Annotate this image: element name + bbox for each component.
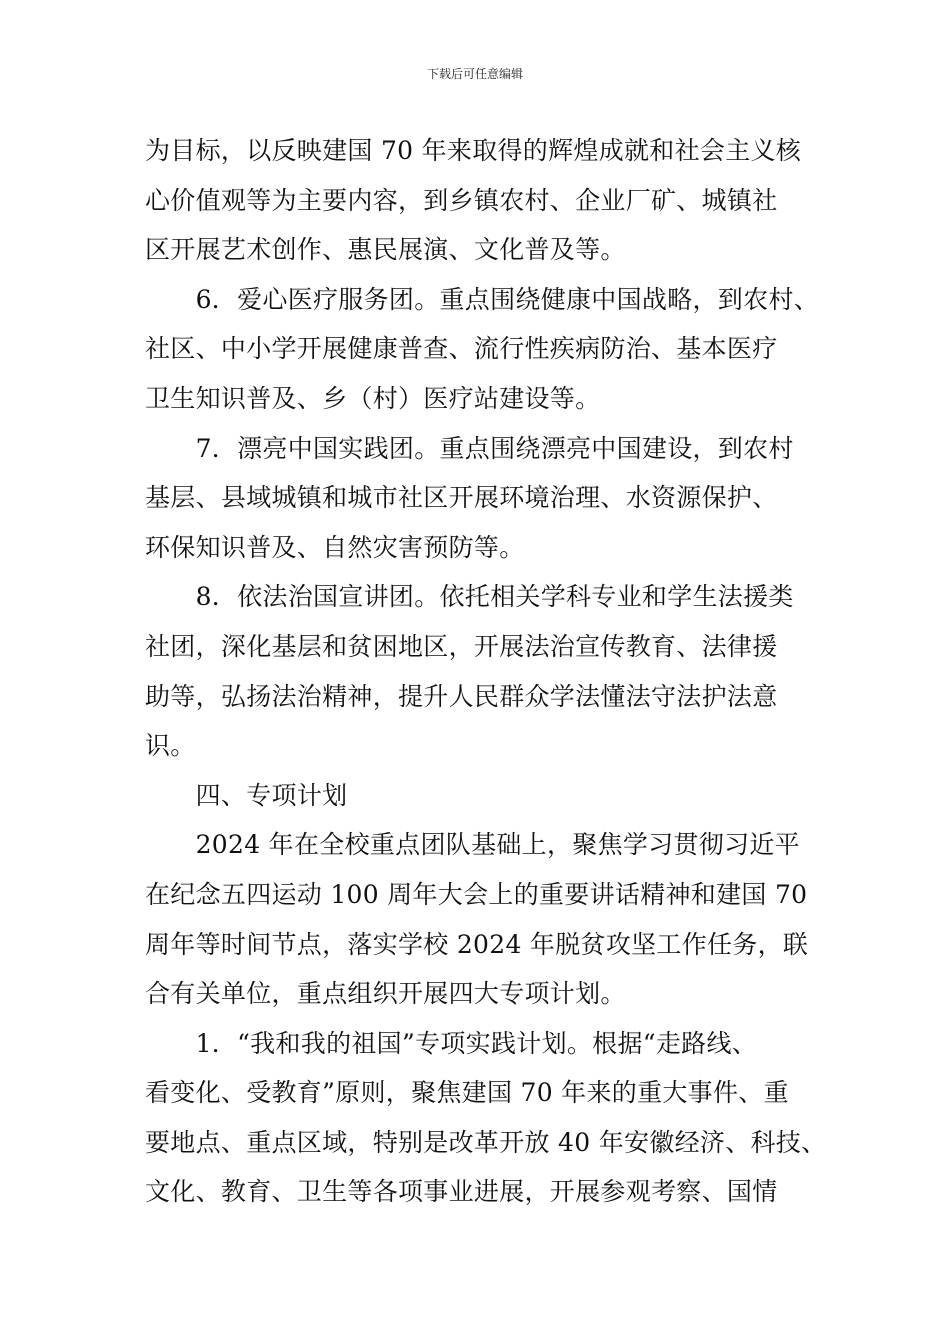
document-body	[145, 126, 827, 1217]
text-line: 卫生知识普及、乡（村）医疗站建设等。	[145, 383, 601, 413]
text-line: 8．依法治国宣讲团。依托相关学科专业和学生法援类	[145, 582, 794, 612]
text-line: 2024 年在全校重点团队基础上，聚焦学习贯彻习近平	[145, 830, 800, 860]
text-line: 7．漂亮中国实践团。重点围绕漂亮中国建设，到农村	[145, 433, 794, 463]
text-line: 心价值观等为主要内容，到乡镇农村、企业厂矿、城镇社	[145, 185, 778, 215]
text-line: 基层、县域城镇和城市社区开展环境治理、水资源保护、	[145, 483, 778, 513]
text-line: 环保知识普及、自然灾害预防等。	[145, 532, 525, 562]
text-line: 识。	[145, 731, 196, 761]
text-line: 文化、教育、卫生等各项事业进展，开展参观考察、国情	[145, 1177, 778, 1207]
text-line: 为目标，以反映建国 70 年来取得的辉煌成就和社会主义核	[145, 136, 802, 165]
text-line: 看变化、受教育”原则，聚焦建国 70 年来的重大事件、重	[145, 1078, 789, 1108]
text-line: 社区、中小学开展健康普查、流行性疾病防治、基本医疗	[145, 334, 778, 364]
text-line: 区开展艺术创作、惠民展演、文化普及等。	[145, 235, 626, 265]
page-header: 下载后可任意编辑	[426, 67, 523, 81]
text-line: 社团，深化基层和贫困地区，开展法治宣传教育、法律援	[145, 631, 778, 661]
text-line: 在纪念五四运动 100 周年大会上的重要讲话精神和建国 70	[145, 879, 808, 909]
text-line: 助等，弘扬法治精神，提升人民群众学法懂法守法护法意	[145, 681, 778, 711]
text-line: 1．“我和我的祖国”专项实践计划。根据“走路线、	[145, 1028, 758, 1058]
text-line: 周年等时间节点，落实学校 2024 年脱贫攻坚工作任务，联	[145, 929, 809, 959]
text-line: 合有关单位，重点组织开展四大专项计划。	[145, 979, 626, 1009]
section-heading: 四、专项计划	[145, 780, 348, 810]
text-line: 6．爱心医疗服务团。重点围绕健康中国战略，到农村、	[145, 284, 820, 314]
text-line: 要地点、重点区域，特别是改革开放 40 年安徽经济、科技、	[145, 1127, 827, 1157]
